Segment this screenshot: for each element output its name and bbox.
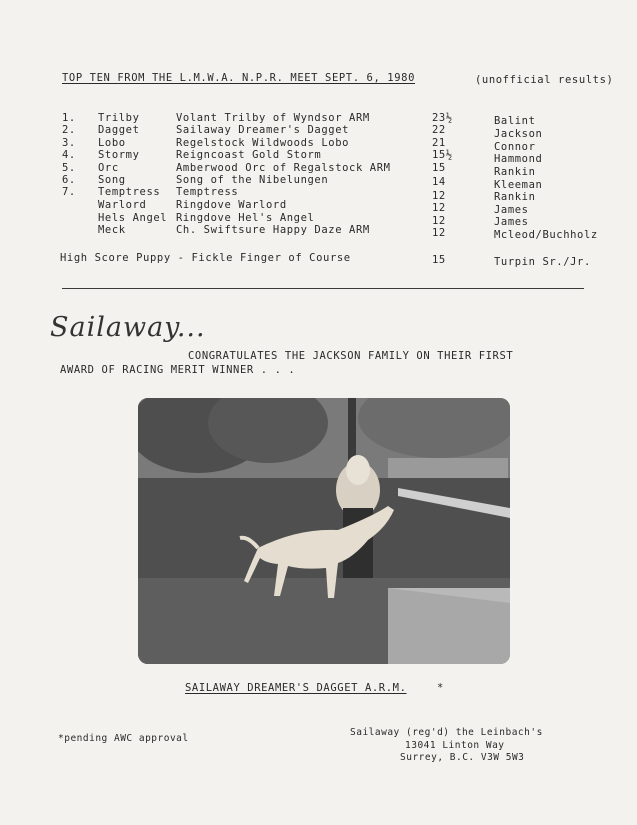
puppy-score: 15 [432, 254, 446, 266]
result-call-name: Dagget [98, 124, 140, 136]
result-owner: Kleeman [494, 179, 543, 191]
result-call-name: Song [98, 174, 126, 186]
result-owner: Connor [494, 141, 536, 153]
result-call-name: Warlord [98, 199, 147, 211]
result-score: 12 [432, 227, 446, 239]
caption-asterisk: * [437, 682, 444, 694]
result-dog-name: Regelstock Wildwoods Lobo [176, 137, 350, 149]
result-owner: Mcleod/Buchholz [494, 229, 598, 241]
footnote-pending-approval: *pending AWC approval [58, 733, 189, 744]
result-rank: 2. [62, 124, 76, 136]
sailaway-script-title: Sailaway... [50, 312, 206, 343]
address-line-1: Sailaway (reg'd) the Leinbach's [350, 727, 543, 738]
result-rank: 3. [62, 137, 76, 149]
result-dog-name: Song of the Nibelungen [176, 174, 329, 186]
address-line-2: 13041 Linton Way [405, 740, 505, 751]
result-dog-name: Temptress [176, 186, 239, 198]
result-owner: Jackson [494, 128, 543, 140]
result-rank: 7. [62, 186, 76, 198]
unofficial-note: (unofficial results) [475, 74, 614, 86]
result-owner: Rankin [494, 191, 536, 203]
announcement-line-2: AWARD OF RACING MERIT WINNER . . . [60, 364, 296, 376]
result-rank: 4. [62, 149, 76, 161]
result-call-name: Hels Angel [98, 212, 168, 224]
result-owner: Balint [494, 115, 536, 127]
result-dog-name: Amberwood Orc of Regalstock ARM [176, 162, 391, 174]
result-call-name: Lobo [98, 137, 126, 149]
result-dog-name: Reigncoast Gold Storm [176, 149, 322, 161]
result-call-name: Orc [98, 162, 119, 174]
puppy-label: High Score Puppy - Fickle Finger of Course [60, 252, 351, 264]
section-divider [62, 288, 584, 289]
result-dog-name: Volant Trilby of Wyndsor ARM [176, 112, 370, 124]
result-owner: James [494, 204, 529, 216]
result-rank: 6. [62, 174, 76, 186]
result-call-name: Trilby [98, 112, 140, 124]
result-dog-name: Ch. Swiftsure Happy Daze ARM [176, 224, 370, 236]
result-rank: 1. [62, 112, 76, 124]
photo-caption: SAILAWAY DREAMER'S DAGGET A.R.M. [185, 682, 407, 694]
photo-scene [138, 398, 510, 664]
result-score: 15½ [432, 149, 453, 161]
result-call-name: Stormy [98, 149, 140, 161]
result-dog-name: Ringdove Hel's Angel [176, 212, 315, 224]
result-score: 15 [432, 162, 446, 174]
address-line-3: Surrey, B.C. V3W 5W3 [400, 752, 525, 763]
result-score: 14 [432, 176, 446, 188]
dog-photograph [138, 398, 510, 664]
result-owner: James [494, 216, 529, 228]
result-call-name: Temptress [98, 186, 161, 198]
results-title: TOP TEN FROM THE L.M.W.A. N.P.R. MEET SEPT. 6, 1980 [62, 72, 415, 84]
result-dog-name: Ringdove Warlord [176, 199, 287, 211]
announcement-line-1: CONGRATULATES THE JACKSON FAMILY ON THEIR FIRST [188, 350, 514, 362]
result-rank: 5. [62, 162, 76, 174]
result-score: 23½ [432, 112, 453, 124]
result-call-name: Meck [98, 224, 126, 236]
result-dog-name: Sailaway Dreamer's Dagget [176, 124, 350, 136]
result-score: 21 [432, 137, 446, 149]
result-score: 12 [432, 190, 446, 202]
puppy-owner: Turpin Sr./Jr. [494, 256, 591, 268]
result-score: 22 [432, 124, 446, 136]
result-score: 12 [432, 215, 446, 227]
result-score: 12 [432, 202, 446, 214]
result-owner: Rankin [494, 166, 536, 178]
result-owner: Hammond [494, 153, 543, 165]
